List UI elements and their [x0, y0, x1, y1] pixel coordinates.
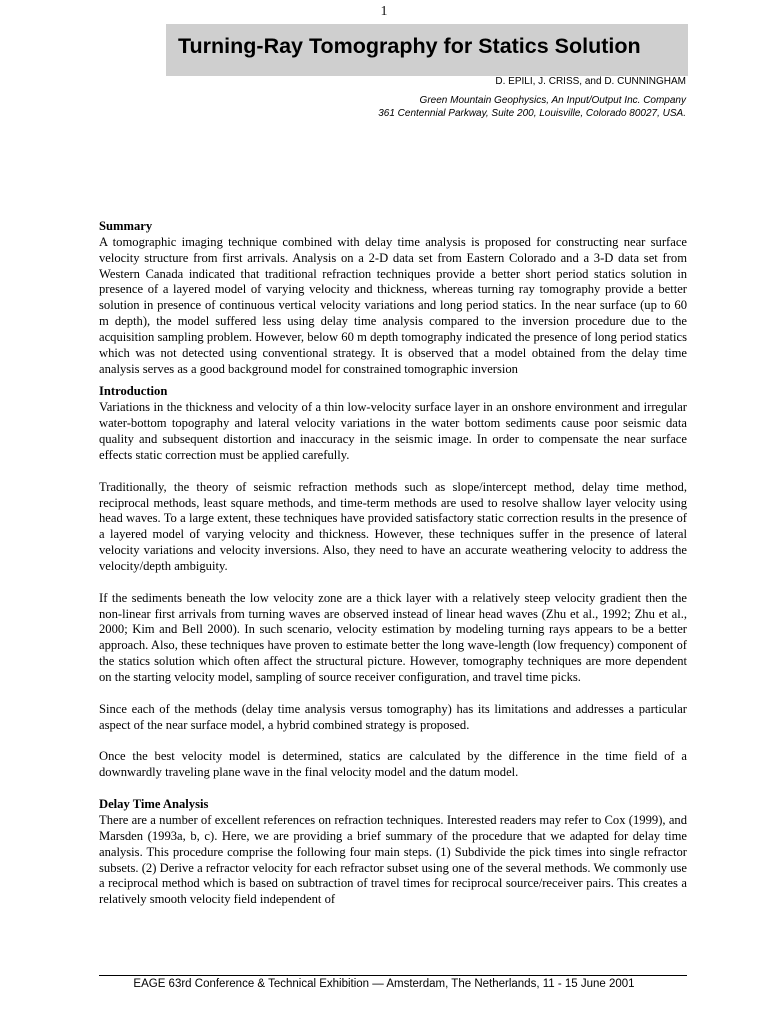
introduction-paragraph-4: Since each of the methods (delay time analysis versus tomography) has its limitations and addresses a particular aspect of the near surface model, a hybrid combined strategy is proposed. [99, 701, 687, 732]
summary-heading: Summary [99, 219, 153, 233]
introduction-heading: Introduction [99, 384, 168, 399]
affiliation [378, 94, 686, 120]
conference-footer: EAGE 63rd Conference & Technical Exhibition — Amsterdam, The Netherlands, 11 - 15 June 2001 [133, 978, 635, 990]
paper-body [99, 219, 687, 908]
author-list: D. EPILI, J. CRISS, and D. CUNNINGHAM [495, 76, 686, 87]
paper-title: Turning-Ray Tomography for Statics Solution [178, 34, 641, 58]
title-banner [166, 24, 688, 76]
delay-time-paragraph: There are a number of excellent references on refraction techniques. Interested readers may refer to Cox (1999), and Marsden (1993a, b, c). Here, we are providing a brief summary of the procedure that we adapted for delay time analysis. This procedure comprise the following four main steps. (1) Subdivide the pick times into single refractor subsets. (2) Derive a refractor velocity for each refractor subset using one of the several methods. We commonly use a reciprocal method which is based on subtraction of travel times for reciprocal source/receiver pairs. This creates a relatively smooth velocity field independent of [99, 813, 687, 907]
introduction-paragraph-3: If the sediments beneath the low velocity zone are a thick layer with a relatively steep velocity gradient then the non-linear first arrivals from turning waves are observed instead of linear head waves (Zhu et al., 1992; Zhu et al., 2000; Kim and Bell 2000). In such scenario, velocity estimation by modeling turning rays appears to be a better approach. Also, these techniques have proven to estimate better the long wave-length (low frequency) component of the statics solution which often affect the structural picture. However, tomography techniques are more dependent on the starting velocity model, sampling of source receiver configuration, and travel time picks. [99, 590, 687, 684]
introduction-paragraph-2: Traditionally, the theory of seismic refraction methods such as slope/intercept method, delay time method, reciprocal methods, least square methods, and time-term methods are used to resolve shallow layer velocity using head waves. To a large extent, these techniques have provided satisfactory static correction results in the presence of a layered model of varying velocity and thickness. However, these techniques suffer in the presence of lateral velocity variations and velocity inversions. Also, they need to have an accurate weathering velocity to address the velocity/depth ambiguity. [99, 479, 687, 573]
page-number: 1 [380, 4, 388, 19]
footer-divider [99, 975, 687, 976]
delay-time-heading: Delay Time Analysis [99, 797, 209, 812]
introduction-paragraph-5: Once the best velocity model is determined, statics are calculated by the difference in the time field of a downwardly traveling plane wave in the final velocity model and the datum model. [99, 749, 687, 780]
introduction-paragraph-1: Variations in the thickness and velocity of a thin low-velocity surface layer in an onshore environment and irregular water-bottom topography and lateral velocity variations in the water bottom sediments cause poor seismic data quality and subsequent distortion and inaccuracy in the seismic image. In order to compensate the near surface effects static correction must be applied carefully. [99, 400, 687, 462]
affiliation-address: 361 Centennial Parkway, Suite 200, Louisville, Colorado 80027, USA. [378, 108, 686, 119]
affiliation-company: Green Mountain Geophysics, An Input/Output Inc. Company [419, 95, 686, 106]
summary-paragraph: A tomographic imaging technique combined with delay time analysis is proposed for constructing near surface velocity structure from first arrivals. Analysis on a 2-D data set from Eastern Colorado and a 3-D data set from Western Canada indicated that traditional refraction techniques provide a better short period statics solution in presence of a layered model of varying velocity and thickness, whereas turning ray tomography provide a better solution in presence of continuous vertical velocity variations and long period statics. In the near surface (up to 60 m depth), the model suffered less using delay time analysis compared to the inversion procedure due to the acquisition sampling problem. However, below 60 m depth tomography indicated the presence of long period statics which was not detected using conventional strategy. It is observed that a model obtained from the delay time analysis serves as a good background model for constrained tomographic inversion [99, 234, 687, 376]
